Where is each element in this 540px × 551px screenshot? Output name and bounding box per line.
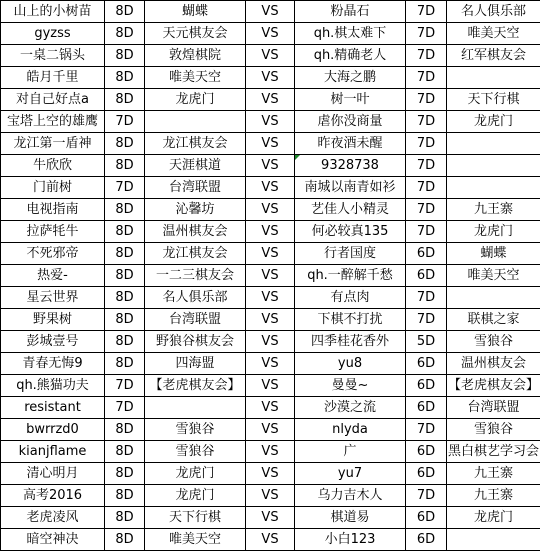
player-a-cell: 热爱- xyxy=(1,265,105,287)
player-b-cell: 沙漠之流 xyxy=(295,397,406,419)
club-a-cell: 名人俱乐部 xyxy=(145,287,246,309)
player-b-cell: 乌力吉木人 xyxy=(295,485,406,507)
table-row xyxy=(1,265,540,287)
table-row xyxy=(1,419,540,441)
club-b-cell: 温州棋友会 xyxy=(447,353,540,375)
vs-cell: VS xyxy=(246,309,295,331)
vs-cell: VS xyxy=(246,353,295,375)
player-a-cell: bwrrzd0 xyxy=(1,419,105,441)
player-a-cell: 星云世界 xyxy=(1,287,105,309)
club-b-cell: 台湾联盟 xyxy=(447,397,540,419)
club-b-cell: 九王寨 xyxy=(447,463,540,485)
vs-cell: VS xyxy=(246,199,295,221)
rank-a-cell: 8D xyxy=(105,45,145,67)
player-b-cell: qh.棋太难下 xyxy=(295,23,406,45)
table-row xyxy=(1,507,540,529)
player-b-cell: 粉晶石 xyxy=(295,1,406,23)
player-a-cell: 高考2016 xyxy=(1,485,105,507)
player-a-cell: kianjflame xyxy=(1,441,105,463)
player-a-cell: qh.熊猫功夫 xyxy=(1,375,105,397)
rank-a-cell: 8D xyxy=(105,89,145,111)
rank-a-cell: 8D xyxy=(105,243,145,265)
rank-a-cell: 8D xyxy=(105,463,145,485)
player-a-cell: resistant xyxy=(1,397,105,419)
club-b-cell xyxy=(447,177,540,199)
club-a-cell: 沁馨坊 xyxy=(145,199,246,221)
player-a-cell: 山上的小树苗 xyxy=(1,1,105,23)
club-b-cell: 天下行棋 xyxy=(447,89,540,111)
table-row xyxy=(1,133,540,155)
player-b-cell: 行者国度 xyxy=(295,243,406,265)
table-row xyxy=(1,155,540,177)
rank-b-cell: 6D xyxy=(406,529,447,551)
vs-cell: VS xyxy=(246,1,295,23)
club-a-cell xyxy=(145,397,246,419)
club-b-cell: 名人俱乐部 xyxy=(447,1,540,23)
table-row xyxy=(1,111,540,133)
rank-b-cell: 7D xyxy=(406,287,447,309)
player-a-cell: 彭城壹号 xyxy=(1,331,105,353)
table-row xyxy=(1,45,540,67)
club-b-cell: 蝴蝶 xyxy=(447,243,540,265)
club-b-cell: 龙虎门 xyxy=(447,111,540,133)
rank-b-cell: 7D xyxy=(406,111,447,133)
table-row xyxy=(1,23,540,45)
table-row xyxy=(1,1,540,23)
vs-cell: VS xyxy=(246,23,295,45)
club-a-cell: 龙虎门 xyxy=(145,485,246,507)
vs-cell: VS xyxy=(246,529,295,551)
player-a-cell: 牛欣欣 xyxy=(1,155,105,177)
club-a-cell: 一二三棋友会 xyxy=(145,265,246,287)
vs-cell: VS xyxy=(246,155,295,177)
player-b-cell: qh.精确老人 xyxy=(295,45,406,67)
vs-cell: VS xyxy=(246,111,295,133)
player-b-cell: 有点肉 xyxy=(295,287,406,309)
player-b-cell: yu7 xyxy=(295,463,406,485)
club-a-cell xyxy=(145,111,246,133)
club-a-cell: 【老虎棋友会】 xyxy=(145,375,246,397)
player-a-cell: 不死邪帝 xyxy=(1,243,105,265)
player-b-cell: 何必较真135 xyxy=(295,221,406,243)
rank-a-cell: 8D xyxy=(105,67,145,89)
club-a-cell: 雪狼谷 xyxy=(145,419,246,441)
rank-b-cell: 7D xyxy=(406,485,447,507)
vs-cell: VS xyxy=(246,133,295,155)
player-a-cell: 皓月千里 xyxy=(1,67,105,89)
club-a-cell: 台湾联盟 xyxy=(145,309,246,331)
club-b-cell xyxy=(447,287,540,309)
vs-cell: VS xyxy=(246,419,295,441)
club-b-cell xyxy=(447,155,540,177)
club-b-cell: 红军棋友会 xyxy=(447,45,540,67)
rank-b-cell: 7D xyxy=(406,1,447,23)
player-b-cell: 下棋不打扰 xyxy=(295,309,406,331)
club-b-cell: 唯美天空 xyxy=(447,23,540,45)
rank-b-cell: 6D xyxy=(406,353,447,375)
club-b-cell: 【老虎棋友会】 xyxy=(447,375,540,397)
rank-a-cell: 8D xyxy=(105,485,145,507)
table-row xyxy=(1,221,540,243)
vs-cell: VS xyxy=(246,287,295,309)
player-b-cell: 曼曼~ xyxy=(295,375,406,397)
club-b-cell: 九王寨 xyxy=(447,485,540,507)
table-row xyxy=(1,67,540,89)
player-b-cell: 昨夜酒未醒 xyxy=(295,133,406,155)
rank-b-cell: 7D xyxy=(406,133,447,155)
club-b-cell: 龙虎门 xyxy=(447,507,540,529)
player-a-cell: 宝塔上空的雄鹰 xyxy=(1,111,105,133)
rank-b-cell: 7D xyxy=(406,67,447,89)
player-a-cell: 一桌二锅头 xyxy=(1,45,105,67)
club-a-cell: 四海盟 xyxy=(145,353,246,375)
vs-cell: VS xyxy=(246,45,295,67)
rank-a-cell: 8D xyxy=(105,1,145,23)
vs-cell: VS xyxy=(246,375,295,397)
club-a-cell: 敦煌棋院 xyxy=(145,45,246,67)
club-a-cell: 天涯棋道 xyxy=(145,155,246,177)
table-row xyxy=(1,287,540,309)
player-b-cell: 9328738 xyxy=(295,155,406,177)
rank-b-cell: 7D xyxy=(406,177,447,199)
vs-cell: VS xyxy=(246,397,295,419)
club-b-cell: 黑白棋艺学习会 xyxy=(447,441,540,463)
vs-cell: VS xyxy=(246,441,295,463)
player-b-cell: qh.一醉解千愁 xyxy=(295,265,406,287)
rank-a-cell: 8D xyxy=(105,221,145,243)
table-row xyxy=(1,441,540,463)
rank-b-cell: 6D xyxy=(406,243,447,265)
club-b-cell: 联棋之家 xyxy=(447,309,540,331)
rank-b-cell: 6D xyxy=(406,441,447,463)
rank-b-cell: 7D xyxy=(406,45,447,67)
club-b-cell: 龙虎门 xyxy=(447,221,540,243)
rank-a-cell: 7D xyxy=(105,111,145,133)
player-b-cell: 南城以南青如衫 xyxy=(295,177,406,199)
player-b-cell: 虐你没商量 xyxy=(295,111,406,133)
vs-cell: VS xyxy=(246,221,295,243)
rank-b-cell: 7D xyxy=(406,419,447,441)
table-row xyxy=(1,243,540,265)
rank-a-cell: 7D xyxy=(105,375,145,397)
rank-b-cell: 6D xyxy=(406,507,447,529)
player-b-cell: nlyda xyxy=(295,419,406,441)
player-a-cell: 门前树 xyxy=(1,177,105,199)
rank-b-cell: 7D xyxy=(406,199,447,221)
rank-a-cell: 8D xyxy=(105,507,145,529)
club-b-cell: 唯美天空 xyxy=(447,265,540,287)
club-a-cell: 龙江棋友会 xyxy=(145,133,246,155)
vs-cell: VS xyxy=(246,331,295,353)
player-b-cell: yu8 xyxy=(295,353,406,375)
table-row xyxy=(1,331,540,353)
club-a-cell: 天下行棋 xyxy=(145,507,246,529)
rank-b-cell: 6D xyxy=(406,463,447,485)
rank-b-cell: 6D xyxy=(406,375,447,397)
rank-a-cell: 8D xyxy=(105,309,145,331)
player-b-cell: 棋道易 xyxy=(295,507,406,529)
table-row xyxy=(1,353,540,375)
rank-a-cell: 8D xyxy=(105,419,145,441)
rank-b-cell: 7D xyxy=(406,155,447,177)
rank-a-cell: 7D xyxy=(105,397,145,419)
table-row xyxy=(1,397,540,419)
rank-a-cell: 8D xyxy=(105,23,145,45)
club-a-cell: 雪狼谷 xyxy=(145,441,246,463)
club-a-cell: 龙江棋友会 xyxy=(145,243,246,265)
vs-cell: VS xyxy=(246,463,295,485)
vs-cell: VS xyxy=(246,485,295,507)
player-a-cell: 清心明月 xyxy=(1,463,105,485)
rank-a-cell: 8D xyxy=(105,133,145,155)
club-a-cell: 温州棋友会 xyxy=(145,221,246,243)
club-a-cell: 龙虎门 xyxy=(145,89,246,111)
rank-a-cell: 8D xyxy=(105,529,145,551)
pairings-table-body xyxy=(1,1,540,551)
table-row xyxy=(1,89,540,111)
club-a-cell: 唯美天空 xyxy=(145,67,246,89)
rank-b-cell: 5D xyxy=(406,331,447,353)
vs-cell: VS xyxy=(246,243,295,265)
player-a-cell: 拉萨牦牛 xyxy=(1,221,105,243)
table-row xyxy=(1,199,540,221)
rank-b-cell: 7D xyxy=(406,309,447,331)
player-b-cell: 四季桂花香外 xyxy=(295,331,406,353)
player-a-cell: 暗空神决 xyxy=(1,529,105,551)
rank-b-cell: 6D xyxy=(406,397,447,419)
rank-b-cell: 7D xyxy=(406,221,447,243)
rank-a-cell: 8D xyxy=(105,441,145,463)
vs-cell: VS xyxy=(246,177,295,199)
club-b-cell: 九王寨 xyxy=(447,199,540,221)
club-b-cell: 雪狼谷 xyxy=(447,331,540,353)
player-b-cell: 树一叶 xyxy=(295,89,406,111)
club-b-cell xyxy=(447,529,540,551)
vs-cell: VS xyxy=(246,67,295,89)
rank-a-cell: 8D xyxy=(105,265,145,287)
player-a-cell: 老虎凌风 xyxy=(1,507,105,529)
club-a-cell: 蝴蝶 xyxy=(145,1,246,23)
player-a-cell: 青春无悔9 xyxy=(1,353,105,375)
rank-a-cell: 8D xyxy=(105,353,145,375)
player-b-cell: 小白123 xyxy=(295,529,406,551)
player-b-cell: 广 xyxy=(295,441,406,463)
rank-b-cell: 7D xyxy=(406,23,447,45)
club-a-cell: 唯美天空 xyxy=(145,529,246,551)
table-row xyxy=(1,375,540,397)
table-row xyxy=(1,529,540,551)
rank-a-cell: 8D xyxy=(105,287,145,309)
player-b-cell: 艺佳人小精灵 xyxy=(295,199,406,221)
player-a-cell: gyzss xyxy=(1,23,105,45)
club-b-cell xyxy=(447,67,540,89)
club-a-cell: 龙虎门 xyxy=(145,463,246,485)
club-a-cell: 天元棋友会 xyxy=(145,23,246,45)
table-row xyxy=(1,463,540,485)
rank-a-cell: 8D xyxy=(105,199,145,221)
table-row xyxy=(1,485,540,507)
rank-b-cell: 6D xyxy=(406,265,447,287)
rank-a-cell: 8D xyxy=(105,331,145,353)
player-a-cell: 对自己好点a xyxy=(1,89,105,111)
vs-cell: VS xyxy=(246,265,295,287)
player-a-cell: 电视指南 xyxy=(1,199,105,221)
player-a-cell: 龙江第一盾神 xyxy=(1,133,105,155)
rank-b-cell: 7D xyxy=(406,89,447,111)
player-b-cell: 大海之鹏 xyxy=(295,67,406,89)
vs-cell: VS xyxy=(246,89,295,111)
club-b-cell xyxy=(447,133,540,155)
rank-a-cell: 7D xyxy=(105,177,145,199)
club-a-cell: 野狼谷棋友会 xyxy=(145,331,246,353)
player-a-cell: 野果树 xyxy=(1,309,105,331)
vs-cell: VS xyxy=(246,507,295,529)
rank-a-cell: 8D xyxy=(105,155,145,177)
club-b-cell: 雪狼谷 xyxy=(447,419,540,441)
club-a-cell: 台湾联盟 xyxy=(145,177,246,199)
table-row xyxy=(1,309,540,331)
table-row xyxy=(1,177,540,199)
